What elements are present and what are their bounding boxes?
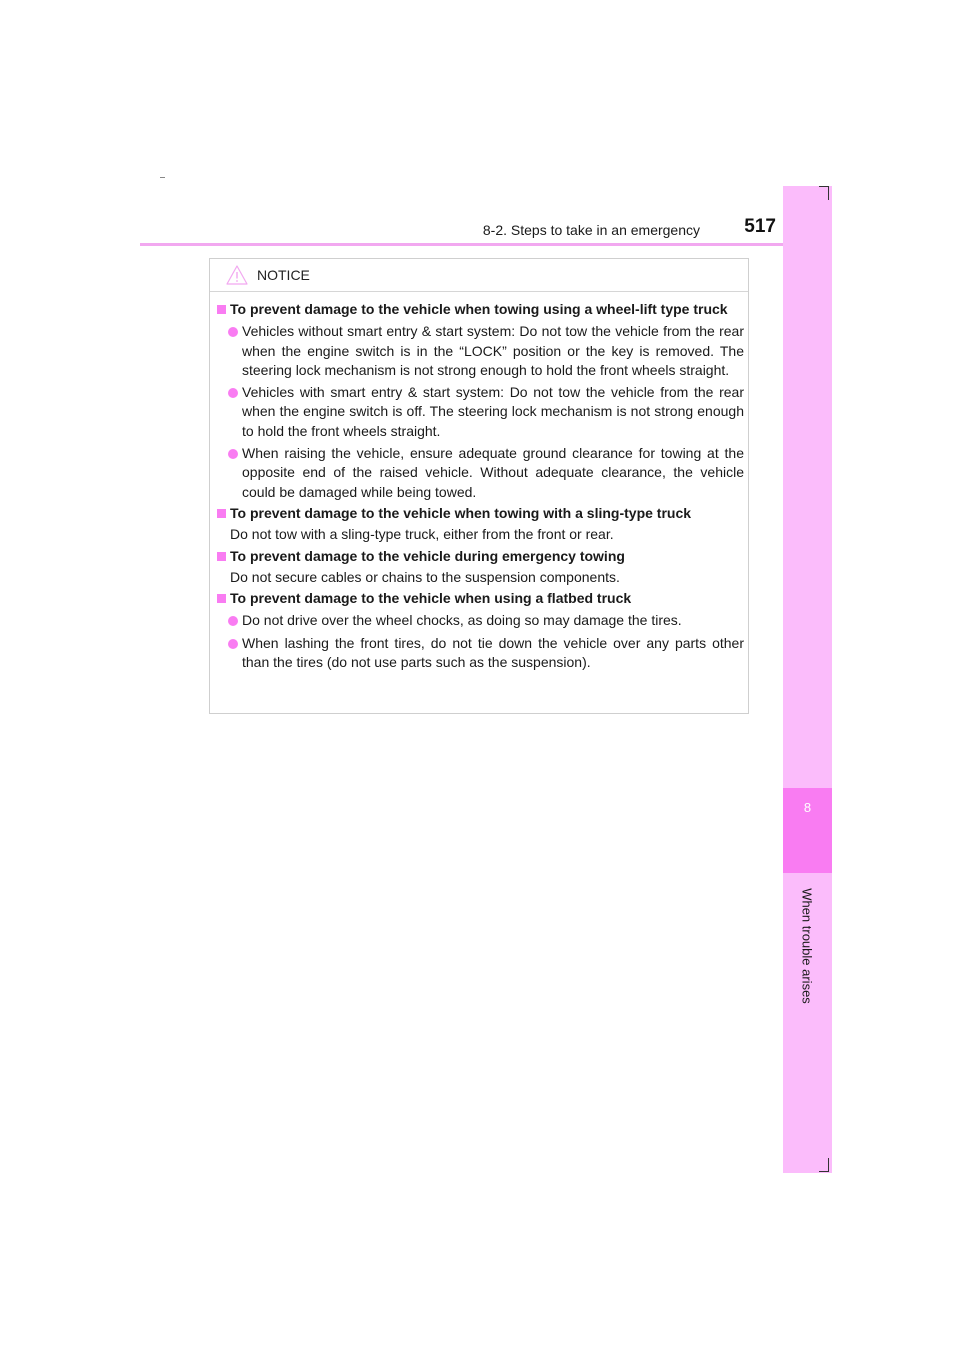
chapter-number-tab bbox=[783, 788, 832, 873]
circle-bullet-icon bbox=[228, 639, 238, 649]
square-bullet-icon bbox=[217, 552, 226, 561]
circle-bullet-icon bbox=[228, 449, 238, 459]
notice-header bbox=[226, 263, 310, 287]
square-bullet-icon bbox=[217, 509, 226, 518]
bullet-item: Vehicles with smart entry & start system: Do not tow the vehicle from the rear when the engine switch is off. The steering lock mechanism is not strong enough to hold the front wheels straight. bbox=[216, 383, 744, 441]
square-bullet-icon bbox=[217, 594, 226, 603]
section-heading: To prevent damage to the vehicle when towing with a sling-type truck bbox=[216, 504, 744, 523]
notice-title: NOTICE bbox=[257, 267, 310, 283]
crop-mark-bottom-h bbox=[819, 1171, 829, 1172]
notice-divider bbox=[210, 291, 748, 292]
crop-mark-bottom bbox=[828, 1158, 829, 1172]
chapter-side-tab bbox=[783, 186, 832, 1173]
section-text: Do not tow with a sling-type truck, either from the front or rear. bbox=[230, 526, 614, 543]
crop-mark-top-h bbox=[819, 186, 829, 187]
notice-box bbox=[209, 258, 749, 714]
chapter-label: When trouble arises bbox=[799, 888, 815, 1004]
section-title: 8-2. Steps to take in an emergency bbox=[482, 222, 700, 238]
page-number: 517 bbox=[744, 216, 776, 237]
circle-bullet-icon bbox=[228, 327, 238, 337]
chapter-number: 8 bbox=[803, 800, 812, 815]
section-heading: To prevent damage to the vehicle when towing using a wheel-lift type truck bbox=[216, 300, 744, 319]
section-heading: To prevent damage to the vehicle when using a flatbed truck bbox=[216, 589, 744, 608]
bullet-item: When raising the vehicle, ensure adequate ground clearance for towing at the opposite end of the raised vehicle. Without adequate clearance, the vehicle could be damaged while being towed. bbox=[216, 444, 744, 502]
warning-triangle-icon bbox=[226, 265, 248, 285]
bullet-item: Vehicles without smart entry & start system: Do not tow the vehicle from the rear when the engine switch is in the “LOCK” position or the key is removed. The steering lock mechanism is not strong enough to hold the front wheels straight. bbox=[216, 322, 744, 380]
notice-content bbox=[216, 298, 744, 672]
header-rule bbox=[140, 243, 832, 246]
header-dash bbox=[160, 177, 165, 178]
section-heading: To prevent damage to the vehicle during emergency towing bbox=[216, 547, 744, 566]
circle-bullet-icon bbox=[228, 388, 238, 398]
crop-mark-top bbox=[828, 186, 829, 200]
bullet-item: When lashing the front tires, do not tie down the vehicle over any parts other than the tires (do not use parts such as the suspension). bbox=[216, 634, 744, 673]
square-bullet-icon bbox=[217, 305, 226, 314]
bullet-item: Do not drive over the wheel chocks, as doing so may damage the tires. bbox=[216, 611, 744, 630]
circle-bullet-icon bbox=[228, 616, 238, 626]
section-text: Do not secure cables or chains to the suspension components. bbox=[230, 568, 620, 585]
page-header bbox=[140, 212, 776, 242]
